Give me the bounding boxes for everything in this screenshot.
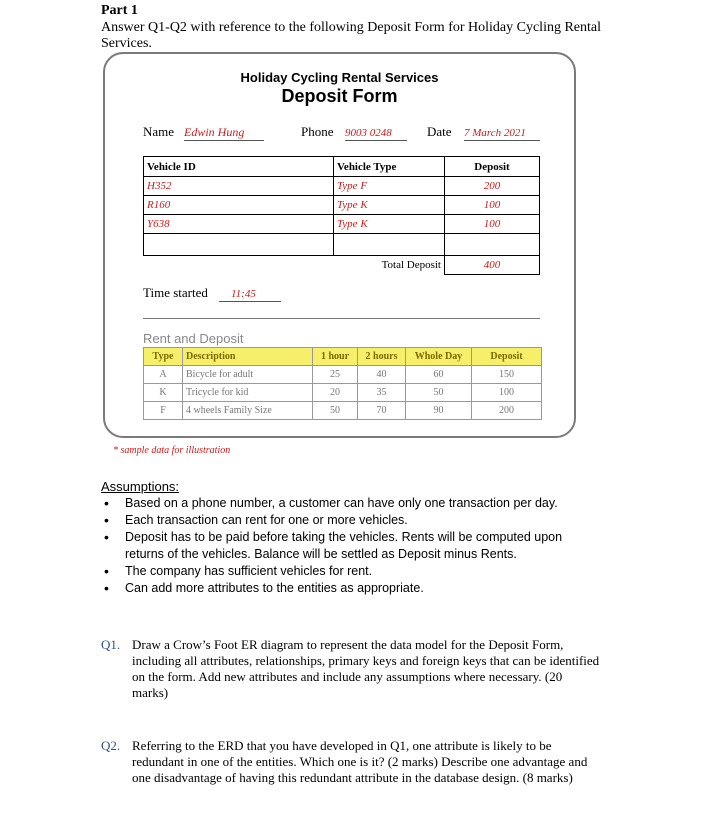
name-field xyxy=(184,123,264,141)
description-header: Description xyxy=(183,348,313,366)
vehicle-table xyxy=(143,156,540,275)
table-row xyxy=(144,366,542,384)
date-value: 7 March 2021 xyxy=(464,127,526,139)
name-value: Edwin Hung xyxy=(184,125,245,139)
rate-deposit-cell: 150 xyxy=(472,366,542,384)
rate-table xyxy=(143,347,542,420)
question-1 xyxy=(101,637,601,701)
rate-deposit-cell: 200 xyxy=(472,402,542,420)
phone-field xyxy=(345,123,407,141)
date-field xyxy=(464,123,540,141)
divider xyxy=(143,318,540,319)
deposit-header: Deposit xyxy=(445,157,540,177)
rate-deposit-cell: 100 xyxy=(472,384,542,402)
vehicle-type-cell: Type K xyxy=(334,215,445,234)
table-row xyxy=(144,196,540,215)
list-item: • Based on a phone number, a customer can have only one transaction per day. xyxy=(101,495,601,512)
question-text: Referring to the ERD that you have developed in Q1, one attribute is likely to be redundant in one of the entities. Which one is it? (2 marks) Describe one advantage and one disadvantage of having this redundant attribute in the database design. (8 marks) xyxy=(132,738,588,785)
question-number: Q2. xyxy=(101,738,121,753)
two-hours-header: 2 hours xyxy=(358,348,406,366)
vehicle-id-cell: H352 xyxy=(144,177,334,196)
deposit-cell: 100 xyxy=(445,215,540,234)
part-heading: Part 1 xyxy=(101,3,138,18)
one-hour-cell: 20 xyxy=(313,384,358,402)
vehicle-id-header: Vehicle ID xyxy=(144,157,334,177)
time-started-value: 11:45 xyxy=(231,288,256,300)
table-row xyxy=(144,384,542,402)
one-hour-cell: 25 xyxy=(313,366,358,384)
question-text: Draw a Crow’s Foot ER diagram to represent the data model for the Deposit Form, including all attributes, relationships, primary keys and foreign keys that can be identified on the form. Add new attributes and include any assumptions where necessary. (20 marks) xyxy=(132,637,600,700)
form-title: Deposit Form xyxy=(281,86,398,106)
assumptions-list xyxy=(101,495,601,597)
vehicle-id-cell: Y638 xyxy=(144,215,334,234)
total-row xyxy=(144,256,540,275)
two-hours-cell: 40 xyxy=(358,366,406,384)
type-cell: A xyxy=(144,366,183,384)
one-hour-header: 1 hour xyxy=(313,348,358,366)
vehicle-table-header xyxy=(144,157,540,177)
phone-value: 9003 0248 xyxy=(345,127,392,139)
phone-label: Phone xyxy=(301,124,334,139)
description-cell: 4 wheels Family Size xyxy=(183,402,313,420)
table-row xyxy=(144,215,540,234)
list-item: • Each transaction can rent for one or more vehicles. xyxy=(101,512,601,529)
vehicle-type-header: Vehicle Type xyxy=(334,157,445,177)
vehicle-id-cell: R160 xyxy=(144,196,334,215)
whole-day-cell: 60 xyxy=(406,366,472,384)
vehicle-type-cell: Type K xyxy=(334,196,445,215)
sample-data-note: * sample data for illustration xyxy=(113,445,231,456)
description-cell: Bicycle for adult xyxy=(183,366,313,384)
time-started-label: Time started xyxy=(143,285,208,300)
type-header: Type xyxy=(144,348,183,366)
description-cell: Tricycle for kid xyxy=(183,384,313,402)
total-deposit-label: Total Deposit xyxy=(334,256,445,275)
rate-table-title: Rent and Deposit xyxy=(143,331,244,346)
list-item: • The company has sufficient vehicles for rent. xyxy=(101,563,601,580)
deposit-cell: 100 xyxy=(445,196,540,215)
question-number: Q1. xyxy=(101,637,121,652)
date-label: Date xyxy=(427,124,452,139)
total-deposit-value: 400 xyxy=(445,256,540,275)
intro-text: Answer Q1-Q2 with reference to the following Deposit Form for Holiday Cycling Rental Services. xyxy=(101,20,602,51)
deposit-cell: 200 xyxy=(445,177,540,196)
table-row xyxy=(144,177,540,196)
rate-table-header xyxy=(144,348,542,366)
two-hours-cell: 70 xyxy=(358,402,406,420)
one-hour-cell: 50 xyxy=(313,402,358,420)
whole-day-cell: 50 xyxy=(406,384,472,402)
name-label: Name xyxy=(143,124,175,139)
vehicle-type-cell: Type F xyxy=(334,177,445,196)
type-cell: K xyxy=(144,384,183,402)
time-started-field xyxy=(219,284,281,302)
assumptions-heading: Assumptions: xyxy=(101,479,180,494)
company-name: Holiday Cycling Rental Services xyxy=(240,70,439,85)
rate-deposit-header: Deposit xyxy=(472,348,542,366)
whole-day-header: Whole Day xyxy=(406,348,472,366)
type-cell: F xyxy=(144,402,183,420)
question-2 xyxy=(101,738,601,786)
list-item: • Can add more attributes to the entities as appropriate. xyxy=(101,580,601,597)
two-hours-cell: 35 xyxy=(358,384,406,402)
whole-day-cell: 90 xyxy=(406,402,472,420)
list-item: • Deposit has to be paid before taking the vehicles. Rents will be computed upon returns of the vehicles. Balance will be settled as Deposit minus Rents. xyxy=(101,529,601,563)
table-row-empty xyxy=(144,234,540,256)
table-row xyxy=(144,402,542,420)
